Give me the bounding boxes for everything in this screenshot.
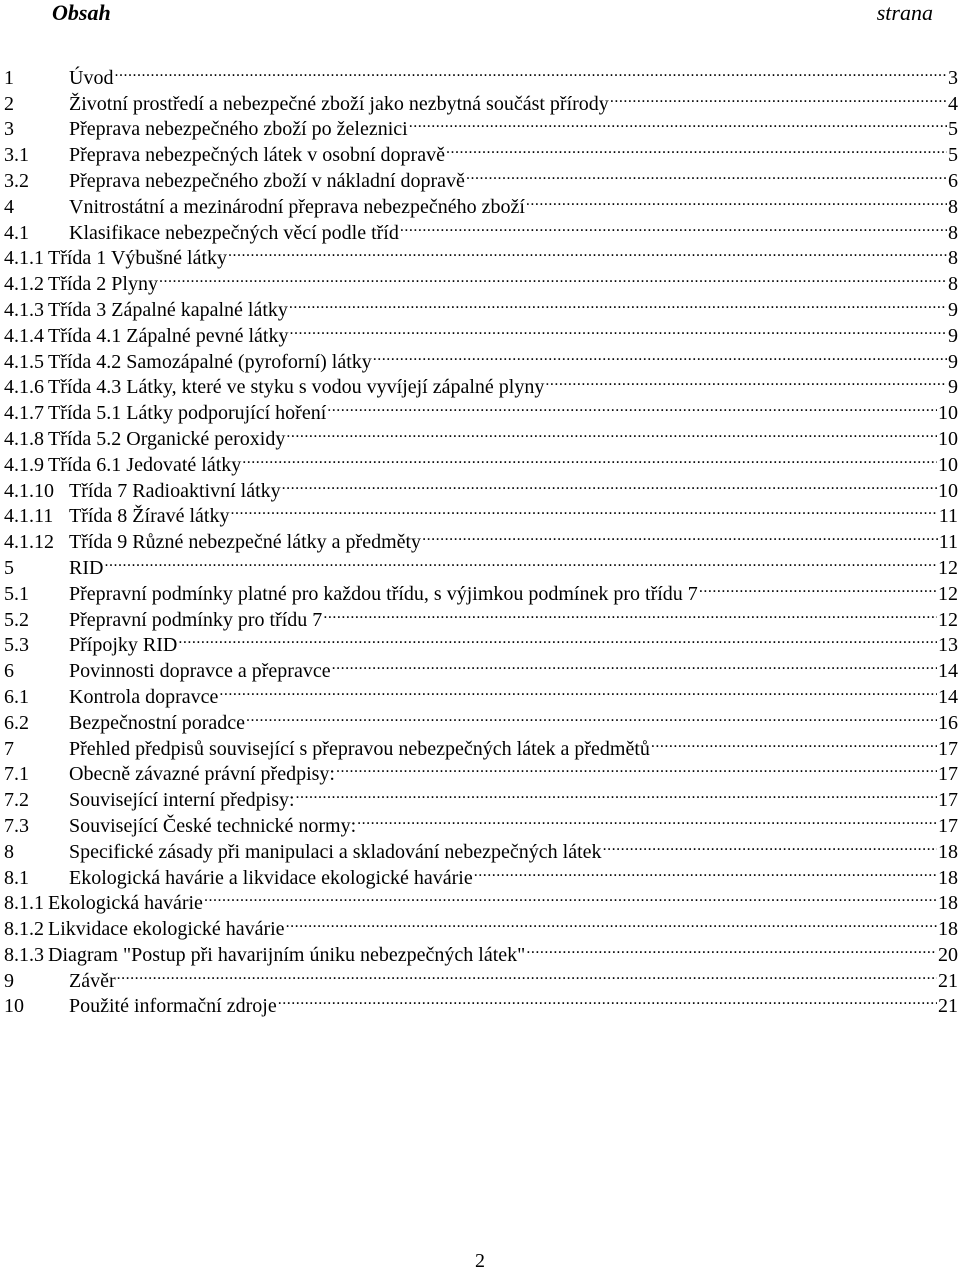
toc-entry-title: Povinnosti dopravce a přepravce (69, 660, 331, 683)
toc-entry-page: 17 (938, 763, 958, 786)
toc-entry-title: Kontrola dopravce (69, 685, 219, 708)
toc-entry-number: 9 (4, 969, 14, 992)
toc-entry-title: Obecně závazné právní předpisy: (69, 763, 335, 786)
toc-entry-page: 12 (938, 582, 958, 605)
toc-entry-title: Životní prostředí a nebezpečné zboží jako nezbytná součást přírody (69, 92, 609, 115)
toc-entry-page: 5 (948, 144, 958, 167)
toc-entry-page: 8 (948, 195, 958, 218)
toc-entry-title: Třída 5.2 Organické peroxidy (48, 427, 286, 450)
toc-entry-page: 3 (948, 66, 958, 89)
toc-entry-number: 4 (4, 195, 14, 218)
dot-leader (699, 574, 937, 600)
toc-entry-number: 4.1.11 (4, 505, 54, 528)
toc-entry-number: 6 (4, 660, 14, 683)
toc-entry-title: Přípojky RID (69, 634, 178, 657)
dot-leader (610, 84, 947, 110)
toc-entry-page: 5 (948, 118, 958, 141)
toc-entry-number: 5 (4, 556, 14, 579)
toc-entry-number: 8.1.2 (4, 918, 44, 941)
dot-leader (278, 987, 937, 1013)
toc-entry-page: 11 (938, 531, 958, 554)
toc-entry-title: Třída 4.2 Samozápalné (pyroforní) látky (48, 350, 372, 373)
dot-leader (466, 161, 947, 187)
toc-entry-title: Související interní předpisy: (69, 789, 295, 812)
dot-leader (474, 858, 937, 884)
toc-entry-title: Bezpečnostní poradce (69, 711, 246, 734)
toc-entry-number: 7 (4, 737, 14, 760)
toc-entry-number: 4.1.1 (4, 247, 44, 270)
toc-entry-title: Specifické zásady při manipulaci a skladování nebezpečných látek (69, 840, 602, 863)
toc-entry-page: 14 (938, 660, 958, 683)
toc-entry-title: Ekologická havárie a likvidace ekologické havárie (69, 866, 473, 889)
toc-entry-page: 4 (948, 92, 958, 115)
table-of-contents (4, 58, 958, 1018)
toc-entry-number: 8 (4, 840, 14, 863)
toc-entry-number: 4.1 (4, 221, 29, 244)
toc-entry-number: 3.2 (4, 169, 29, 192)
dot-leader (282, 471, 937, 497)
toc-entry-title: Třída 8 Žíravé látky (69, 505, 230, 528)
toc-entry-number: 4.1.4 (4, 324, 44, 347)
toc-entry-title: Související České technické normy: (69, 814, 357, 837)
toc-entry-page: 17 (938, 789, 958, 812)
toc-entry-page: 9 (948, 298, 958, 321)
toc-entry-number: 8.1.1 (4, 892, 44, 915)
dot-leader (327, 393, 937, 419)
toc-entry-page: 9 (948, 350, 958, 373)
toc-entry-page: 10 (938, 479, 958, 502)
toc-entry[interactable] (4, 58, 958, 89)
toc-entry-number: 4.1.10 (4, 479, 54, 502)
toc-entry-title: Třída 9 Různé nebezpečné látky a předměty (69, 531, 422, 554)
dot-leader (289, 290, 947, 316)
toc-entry-page: 9 (948, 324, 958, 347)
toc-entry[interactable] (4, 987, 958, 1018)
toc-entry-title: Třída 1 Výbušné látky (48, 247, 228, 270)
toc-entry-page: 21 (938, 995, 958, 1018)
toc-entry[interactable] (4, 574, 958, 605)
toc-entry-page: 6 (948, 169, 958, 192)
toc-entry-page: 17 (938, 737, 958, 760)
toc-entry-title: Přeprava nebezpečného zboží v nákladní dopravě (69, 169, 465, 192)
toc-entry-title: Třída 3 Zápalné kapalné látky (48, 298, 288, 321)
toc-entry-page: 21 (938, 969, 958, 992)
toc-entry-title: Třída 7 Radioaktivní látky (69, 479, 281, 502)
dot-leader (651, 729, 937, 755)
toc-entry-title: Třída 4.1 Zápalné pevné látky (48, 324, 289, 347)
toc-entry-number: 4.1.7 (4, 402, 44, 425)
toc-entry-title: Klasifikace nebezpečných věcí podle tříd (69, 221, 399, 244)
toc-entry-number: 10 (4, 995, 24, 1018)
toc-entry-number: 1 (4, 66, 14, 89)
toc-entry-page: 13 (938, 634, 958, 657)
dot-leader (336, 755, 937, 781)
toc-entry-number: 5.3 (4, 634, 29, 657)
dot-leader (231, 497, 938, 523)
toc-entry-number: 4.1.9 (4, 453, 44, 476)
dot-leader (526, 187, 947, 213)
dot-leader (104, 548, 937, 574)
toc-entry-title: Použité informační zdroje (69, 995, 277, 1018)
dot-leader (422, 522, 938, 548)
toc-entry-number: 3 (4, 118, 14, 141)
dot-leader (289, 316, 947, 342)
toc-entry-page: 10 (938, 453, 958, 476)
dot-leader (219, 677, 937, 703)
toc-entry-number: 5.2 (4, 608, 29, 631)
toc-entry-number: 8.1.3 (4, 943, 44, 966)
dot-leader (117, 961, 937, 987)
toc-entry-title: Třída 4.3 Látky, které ve styku s vodou vyvíjejí zápalné plyny (48, 376, 545, 399)
page-number: 2 (475, 1250, 485, 1272)
dot-leader (409, 110, 947, 136)
toc-entry-title: Přehled předpisů související s přepravou nebezpečných látek a předmětů (69, 737, 650, 760)
toc-entry-number: 4.1.12 (4, 531, 54, 554)
toc-entry-page: 10 (938, 427, 958, 450)
dot-leader (296, 780, 937, 806)
toc-entry-title: Třída 5.1 Látky podporující hoření (48, 402, 327, 425)
toc-entry-page: 18 (938, 918, 958, 941)
toc-entry[interactable] (4, 961, 958, 992)
toc-entry-title: Diagram "Postup při havarijním úniku nebezpečných látek" (48, 943, 526, 966)
toc-entry-title: Přepravní podmínky platné pro každou třídu, s výjimkou podmínek pro třídu 7 (69, 582, 698, 605)
toc-entry-number: 2 (4, 92, 14, 115)
dot-leader (159, 264, 947, 290)
dot-leader (246, 703, 937, 729)
toc-entry-title: Úvod (69, 66, 114, 89)
toc-entry-title: Likvidace ekologické havárie (48, 918, 285, 941)
toc-entry-page: 18 (938, 892, 958, 915)
toc-entry-number: 6.1 (4, 685, 29, 708)
toc-entry-page: 10 (938, 402, 958, 425)
toc-entry-page: 17 (938, 814, 958, 837)
toc-entry-page: 12 (938, 556, 958, 579)
toc-entry-number: 4.1.5 (4, 350, 44, 373)
toc-entry-page: 9 (948, 376, 958, 399)
toc-entry-title: Přeprava nebezpečného zboží po železnici (69, 118, 408, 141)
toc-entry-number: 7.2 (4, 789, 29, 812)
toc-entry-number: 7.3 (4, 814, 29, 837)
dot-leader (603, 832, 937, 858)
toc-entry-number: 8.1 (4, 866, 29, 889)
toc-entry-number: 4.1.2 (4, 273, 44, 296)
toc-entry-page: 14 (938, 685, 958, 708)
toc-entry-title: Ekologická havárie (48, 892, 203, 915)
dot-leader (526, 935, 937, 961)
dot-leader (332, 651, 937, 677)
dot-leader (446, 135, 947, 161)
toc-entry[interactable] (4, 548, 958, 579)
toc-entry-title: Přepravní podmínky pro třídu 7 (69, 608, 323, 631)
toc-entry-page: 18 (938, 840, 958, 863)
toc-entry-page: 20 (938, 943, 958, 966)
toc-entry-page: 18 (938, 866, 958, 889)
toc-entry-title: RID (69, 556, 104, 579)
toc-entry-number: 6.2 (4, 711, 29, 734)
toc-entry-page: 8 (948, 273, 958, 296)
toc-entry-number: 4.1.6 (4, 376, 44, 399)
dot-leader (178, 626, 937, 652)
dot-leader (357, 806, 937, 832)
page-column-heading: strana (876, 0, 933, 25)
toc-entry-number: 3.1 (4, 144, 29, 167)
toc-entry-page: 8 (948, 247, 958, 270)
dot-leader (400, 213, 947, 239)
toc-entry-number: 4.1.3 (4, 298, 44, 321)
toc-entry-title: Závěr (69, 969, 116, 992)
toc-entry-title: Třída 6.1 Jedovaté látky (48, 453, 242, 476)
toc-entry-title: Přeprava nebezpečných látek v osobní dopravě (69, 144, 445, 167)
dot-leader (242, 445, 937, 471)
dot-leader (286, 419, 937, 445)
dot-leader (323, 600, 937, 626)
toc-entry-page: 8 (948, 221, 958, 244)
dot-leader (114, 58, 947, 84)
toc-entry[interactable] (4, 84, 958, 115)
dot-leader (228, 239, 947, 265)
toc-entry-page: 12 (938, 608, 958, 631)
toc-entry-page: 16 (938, 711, 958, 734)
toc-entry-number: 7.1 (4, 763, 29, 786)
toc-entry-number: 4.1.8 (4, 427, 44, 450)
toc-entry-number: 5.1 (4, 582, 29, 605)
dot-leader (204, 884, 937, 910)
dot-leader (545, 368, 947, 394)
toc-entry-page: 11 (938, 505, 958, 528)
toc-heading: Obsah (52, 0, 111, 25)
toc-entry-title: Třída 2 Plyny (48, 273, 158, 296)
toc-entry-title: Vnitrostátní a mezinárodní přeprava nebezpečného zboží (69, 195, 525, 218)
dot-leader (286, 909, 937, 935)
dot-leader (373, 342, 947, 368)
